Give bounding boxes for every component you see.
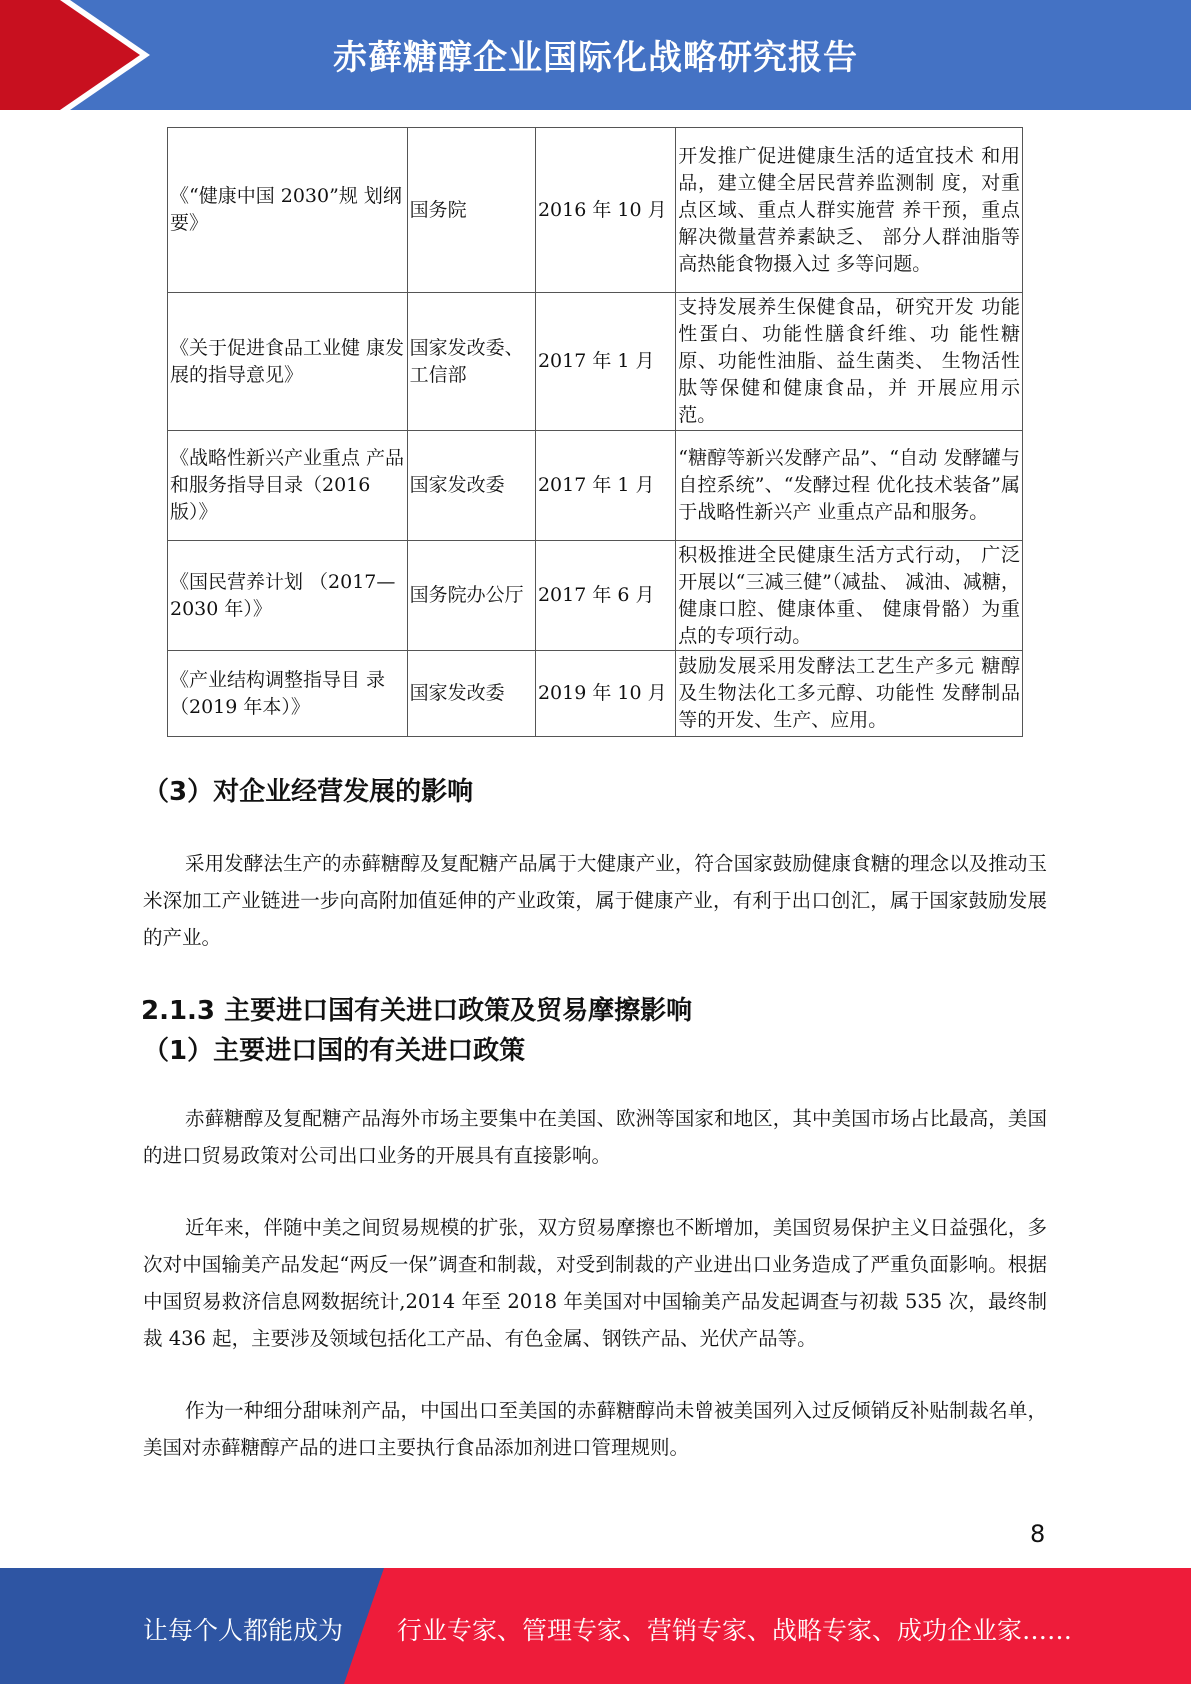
table-row	[168, 431, 1023, 541]
paragraph-markets: 赤藓糖醇及复配糖产品海外市场主要集中在美国、欧洲等国家和地区，其中美国市场占比最高，美国的进口贸易政策对公司出口业务的开展具有直接影响。	[143, 1107, 1047, 1167]
policy-table	[167, 127, 1023, 737]
date-cell: 2017 年 1 月	[535, 431, 675, 541]
policy-name-cell: 《战略性新兴产业重点 产品和服务指导目录（2016 版）》	[168, 431, 408, 541]
policy-name-cell: 《产业结构调整指导目 录（2019 年本）》	[168, 651, 408, 737]
issuer-cell: 国务院	[407, 128, 535, 293]
date-cell: 2017 年 6 月	[535, 541, 675, 651]
footer-slogan-right: 行业专家、管理专家、营销专家、战略专家、成功企业家……	[397, 1616, 1073, 1645]
paragraph-erythritol-us: 作为一种细分甜味剂产品，中国出口至美国的赤藓糖醇尚未曾被美国列入过反倾销反补贴制裁名单，美国对赤藓糖醇产品的进口主要执行食品添加剂进口管理规则。	[143, 1399, 1047, 1459]
subsection-heading-import-policy: （1）主要进口国的有关进口政策	[143, 1036, 526, 1066]
page-number: 8	[1030, 1520, 1046, 1548]
content-cell: “糖醇等新兴发酵产品”、“自动 发酵罐与自控系统”、“发酵过程 优化技术装备”属于战略性新兴产 业重点产品和服务。	[676, 431, 1023, 541]
date-cell: 2016 年 10 月	[535, 128, 675, 293]
issuer-cell: 国家发改委	[407, 431, 535, 541]
footer-slogan-left: 让每个人都能成为	[143, 1616, 344, 1645]
content-cell: 鼓励发展采用发酵法工艺生产多元 糖醇及生物法化工多元醇、功能性 发酵制品等的开发、生产、应用。	[676, 651, 1023, 737]
table-row	[168, 128, 1023, 293]
issuer-cell: 国家发改委	[407, 651, 535, 737]
table-row	[168, 651, 1023, 737]
content-cell: 开发推广促进健康生活的适宜技术 和用品，建立健全居民营养监测制 度，对重点区域、重点人群实施营 养干预，重点解决微量营养素缺乏、 部分人群油脂等高热能食物摄入过 多等问题。	[676, 128, 1023, 293]
policy-name-cell: 《“健康中国 2030”规 划纲要》	[168, 128, 408, 293]
date-cell: 2017 年 1 月	[535, 293, 675, 431]
table-row	[168, 293, 1023, 431]
issuer-cell: 国家发改委、工信部	[407, 293, 535, 431]
section-heading-impact: （3）对企业经营发展的影响	[143, 777, 474, 807]
content-cell: 积极推进全民健康生活方式行动， 广泛开展以“三减三健”（减盐、 减油、减糖，健康口腔、健康体重、 健康骨骼）为重点的专项行动。	[676, 541, 1023, 651]
table-row	[168, 541, 1023, 651]
paragraph-impact: 采用发酵法生产的赤藓糖醇及复配糖产品属于大健康产业，符合国家鼓励健康食糖的理念以及推动玉米深加工产业链进一步向高附加值延伸的产业政策，属于健康产业，有利于出口创汇，属于国家鼓励发展的产业。	[143, 852, 1047, 949]
policy-name-cell: 《关于促进食品工业健 康发展的指导意见》	[168, 293, 408, 431]
paragraph-trade-friction: 近年来，伴随中美之间贸易规模的扩张，双方贸易摩擦也不断增加，美国贸易保护主义日益强化，多次对中国输美产品发起“两反一保”调查和制裁，对受到制裁的产业进出口业务造成了严重负面影响。根据中国贸易救济信息网数据统计,2014 年至 2018 年美国对中国输美产品发起调查与初裁 535 次，最终制裁 436 起，主要涉及领域包括化工产品、有色金属、钢铁产品、光伏产品等。	[143, 1216, 1047, 1350]
date-cell: 2019 年 10 月	[535, 651, 675, 737]
page-header	[0, 0, 1191, 110]
section-heading-2-1-3: 2.1.3 主要进口国有关进口政策及贸易摩擦影响	[141, 996, 693, 1026]
policy-name-cell: 《国民营养计划 （2017—2030 年）》	[168, 541, 408, 651]
report-title: 赤藓糖醇企业国际化战略研究报告	[333, 38, 858, 78]
content-cell: 支持发展养生保健食品，研究开发 功能性蛋白、功能性膳食纤维、功 能性糖原、功能性油脂、益生菌类、 生物活性肽等保健和健康食品，并 开展应用示范。	[676, 293, 1023, 431]
issuer-cell: 国务院办公厅	[407, 541, 535, 651]
